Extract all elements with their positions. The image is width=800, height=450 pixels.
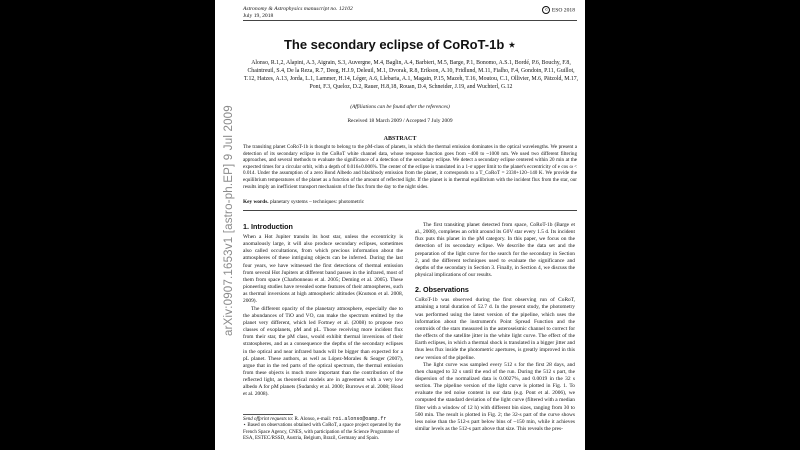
observations-paragraph-2: The light curve was sampled every 512 s for the first 28 days, and then changed to 32 s until the end of the run. During the 512 s part, the dispersion of the normalized data is 0.0027%, and 0.0019 in the 32 s section. The pipeline version of the light curve is plotted in Fig. 1. To evaluate the red noise content in our data (e.g. Pont et al. 2006), we computed the standard deviation of the light curve (filtered with a median filter with a window of 12 h) with different bin sizes, ranging from 30 to 500 min. The result is plotted in Fig. 2; the 32-s part of the curve shows less noise than the 512-s part below bins of ~150 min, while it achieves similar levels as the 512-s part above that size. This reveals the pres- [415,361,575,433]
paper-page [215,0,585,450]
intro-paragraph-3: The first transiting planet detected from space, CoRoT-1b (Barge et al., 2008), completes an orbit around its G0V star every 1.5 d. Its incident flux puts this planet in the pM category. In this paper, we focus on the detection of its secondary eclipse. We describe the data set and the preparation of the light curve for the search for the secondary in Section 2, and the different techniques used to evaluate the significance and depths of the secondary in Section 3. Finally, in Section 4, we discuss the physical implications of our results. [415,222,575,279]
keywords-label: Key words. [243,199,269,205]
abstract-heading: ABSTRACT [383,136,417,142]
offprint-note [243,416,403,423]
abstract-rule [243,210,577,211]
right-column [415,222,575,433]
intro-heading: 1. Introduction [243,222,293,231]
author-list: Alonso, R.1,2, Alapini, A.3, Aigrain, S.3, Auvergne, M.4, Baglin, A.4, Barbieri, M.5, Barge, P.1, Bonomo, A.S.1, Bordé, P.6, Bouchy, F.8, Chaintreuil, S.4, De la Reza, R.7, Deeg, H.J.9, Deleuil, M.1, Dvorak, R.8, Erikson, A.10, Fridlund, M.11, Fialho, F.4, Gondoin, P.11, Guillot, T.12, Hatzes, A.13, Jorda, L.1, Lammer, H.14, Léger, A.6, Llebaria, A.1, Magain, P.15, Mazeh, T.16, Moutou, C.1, Ollivier, M.6, Pätzold, M.17, Pont, F.3, Queloz, D.2, Rauer, H.8,18, Rouan, D.4, Schneider, J.19, and Wuchterl, G.12 [243,60,579,90]
copyright-text: ESO 2018 [551,7,575,14]
intro-paragraph-1: When a Hot Jupiter transits its host star, unless the eccentricity is anomalously large, it will also produce secondary eclipses, sometimes also called occultations, from which precious information about the atmospheres of these intriguing objects can be inferred. During the last four years, we have witnessed the first detections of thermal emission from several Hot Jupiters at different band passes in the infrared, most of them from space (Charbonneau et al. 2005; Deming et al. 2005). These pioneering studies have revealed some features of their atmospheres, such as thermal inversions at high atmospheric altitudes (Knutson et al. 2008, 2009). [243,234,403,305]
arxiv-stamp: arXiv:0907.1653v1 [astro-ph.EP] 9 Jul 2009 [223,105,235,336]
abstract-text: The transiting planet CoRoT-1b is thought to belong to the pM-class of planets, in which the thermal emission dominates in the optical wavelengths. We present a detection of its secondary eclipse in the CoRoT white channel data, whose response function goes from ~400 to ~1000 nm. We used two different filtering approaches, and several methods to evaluate the significance of a detection of the secondary eclipse. We detect a secondary eclipse centered within 20 min at the expected times for a circular orbit, with a depth of 0.016±0.006%. The center of the eclipse is translated in a 1-σ upper limit to the planet's eccentricity of e cos ω < 0.014. Under the assumption of a zero Bond Albedo and blackbody emission from the planet, it corresponds to a T_CoRoT = 2330+120−140 K. We provide the equilibrium temperatures of the planet as a function of the amount of reflected light. If the planet is in thermal equilibrium with the incident flux from the star, our results imply an inefficient transport mechanism of the flux from the day to the night sides. [243,144,577,190]
keywords-text: planetary systems – techniques: photometric [269,199,365,205]
affiliations-note: (Affiliations can be found after the references) [350,104,450,110]
copyright-symbol: © [542,6,550,14]
header-rule [243,20,577,21]
journal-line: Astronomy & Astrophysics manuscript no. 12102 [243,6,353,12]
offprint-text: : R. Alonso, e-mail: [291,417,332,422]
manuscript-date: July 19, 2018 [243,12,274,19]
keywords [243,199,577,205]
paper-title: The secondary eclipse of CoRoT-1b ⋆ [283,37,517,52]
observations-heading: 2. Observations [415,285,469,295]
contact-email[interactable]: roi.alonso@oamp.fr [332,416,387,422]
star-footnote: ⋆ Based on observations obtained with CoRoT, a space project operated by the French Space Agency, CNES, with participation of the Science Programme of ESA, ESTEC/RSSD, Austria, Belgium, Brazil, Germany and Spain. [243,423,401,442]
footnotes [243,414,403,443]
copyright-line [542,6,575,14]
intro-paragraph-2: The different opacity of the planetary atmosphere, especially due to the abundances of TiO and VO, can make the spectrum emitted by the planet very different, which led Fortney et al. (2008) to propose two classes of exoplanets, pM and pL. Those receiving more incident flux from their star, the pM class, would exhibit thermal inversions of their stratospheres, and as a consequence the depths of the secondary eclipses in the optical and near infrared bands will be bigger than expected for a pL planet. These authors, as well as López-Morales & Seager (2007), argue that in the red parts of the optical spectrum, the thermal emission from these objects is much more important than the contribution of the reflected light, as theoretical models are in agreement with a very low albedo A for pM planets (Sudarsky et al. 2000; Burrows et al. 2008; Hood et al. 2008). [243,305,403,398]
left-column [243,222,403,399]
observations-paragraph-1: CoRoT-1b was observed during the first observing run of CoRoT, attaining a total duration of 52.7 d. In the present study, the photometry was performed using the latest version of the pipeline, which uses the information about the instrument's Point Spread Function and the centroids of the stars measured in the asteroseismic channel to correct for the effects of the satellite jitter in the white light curve. The effect of the Earth eclipses, in which a thermal shock is translated in a bigger jitter and thus less flux inside the photometric apertures, is greatly improved in this new version of the pipeline. [415,297,575,361]
offprint-label: Send offprint requests to [243,417,292,422]
footnote-rule [243,414,293,415]
received-dates: Received 18 March 2009 / Accepted 7 July 2009 [347,118,453,124]
